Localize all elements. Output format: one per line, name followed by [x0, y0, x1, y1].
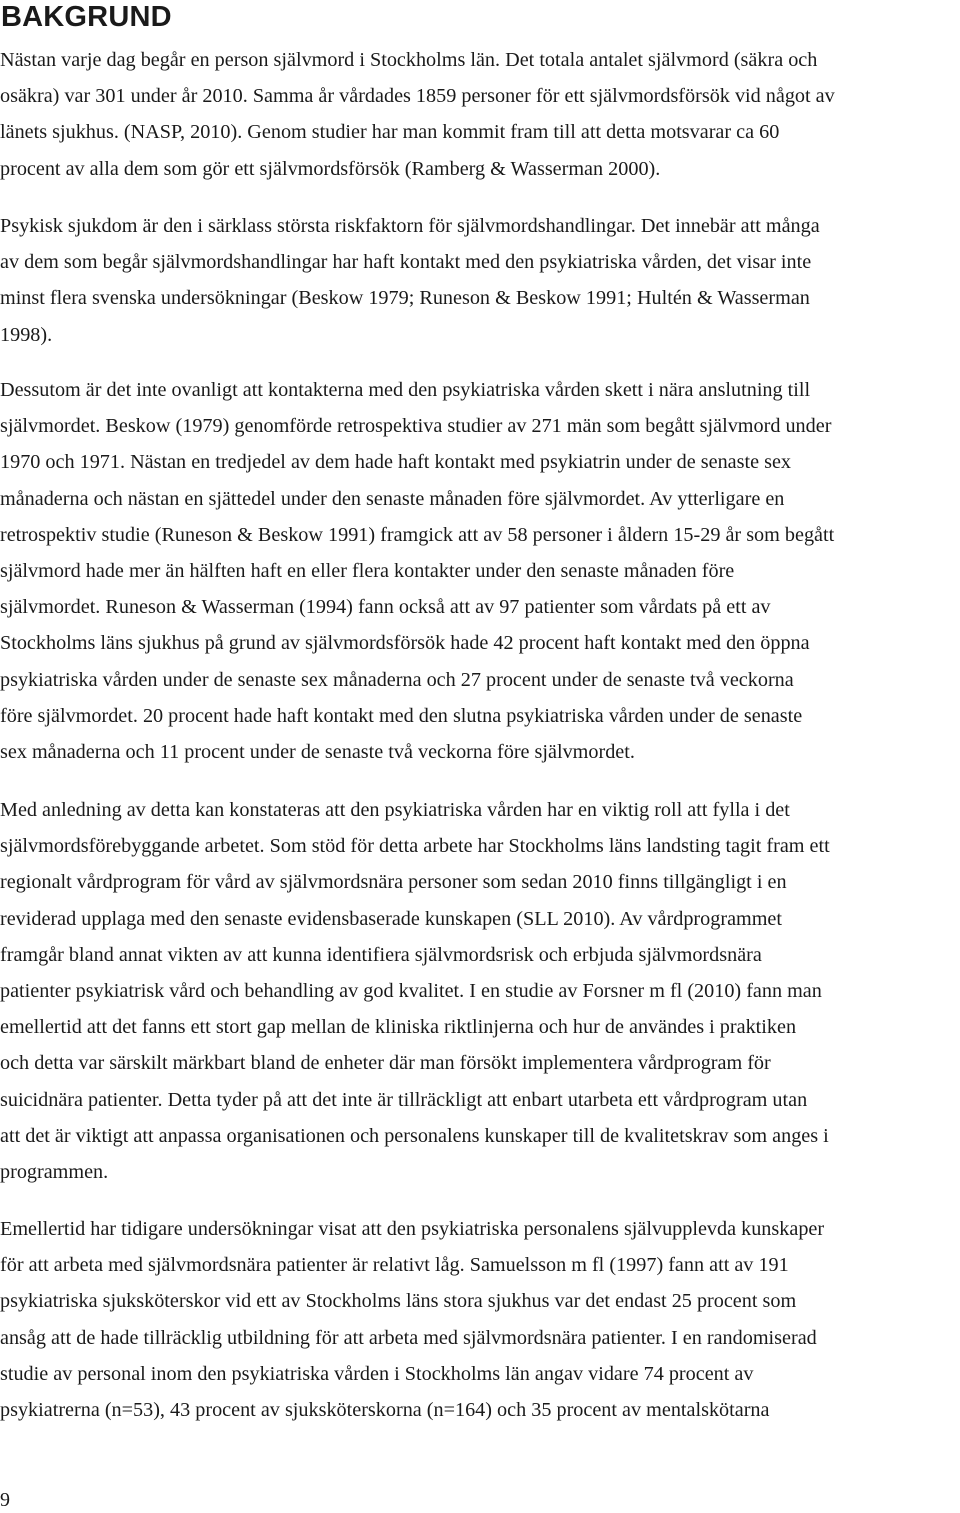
text-line: 1998).: [0, 323, 53, 346]
paragraph: [0, 792, 960, 1190]
paragraph: [0, 42, 960, 187]
text-line: före självmordet. 20 procent hade haft kontakt med den slutna psykiatriska vården under de senaste: [0, 704, 803, 727]
text-line: programmen.: [0, 1160, 109, 1183]
text-line: och detta var särskilt märkbart bland de enheter där man försökt implementera vårdprogram för: [0, 1052, 771, 1075]
text-line: sex månaderna och 11 procent under de senaste två veckorna före självmordet.: [0, 740, 635, 763]
text-line: retrospektiv studie (Runeson & Beskow 1991) framgick att av 58 personer i åldern 15-29 år som begått: [0, 523, 835, 546]
text-line: länets sjukhus. (NASP, 2010). Genom studier har man kommit fram till att detta motsvarar ca 60: [0, 121, 780, 144]
text-line: reviderad upplaga med den senaste evidensbaserade kunskapen (SLL 2010). Av vårdprogrammet: [0, 907, 782, 930]
text-line: minst flera svenska undersökningar (Beskow 1979; Runeson & Beskow 1991; Hultén & Wasserman: [0, 287, 810, 310]
text-line: regionalt vårdprogram för vård av självmordsnära personer som sedan 2010 finns tillgängligt i en: [0, 871, 787, 894]
text-line: 1970 och 1971. Nästan en tredjedel av dem hade haft kontakt med psykiatrin under de senaste sex: [0, 451, 791, 474]
text-line: osäkra) var 301 under år 2010. Samma år vårdades 1859 personer för ett självmordsförsök vid något av: [0, 85, 835, 108]
text-line: Stockholms läns sjukhus på grund av självmordsförsök hade 42 procent haft kontakt med den öppna: [0, 632, 810, 655]
paragraph: [0, 208, 960, 353]
text-line: självmordsförebyggande arbetet. Som stöd för detta arbete har Stockholms läns landsting tagit fram ett: [0, 835, 830, 858]
text-line: Emellertid har tidigare undersökningar visat att den psykiatriska personalens självupplevda kunskaper: [0, 1218, 825, 1240]
paragraph: [0, 372, 960, 770]
text-line: framgår bland annat vikten av att kunna identifiera självmordsrisk och erbjuda självmordsnära: [0, 943, 762, 966]
page-number: 9: [0, 1489, 10, 1511]
text-line: Nästan varje dag begår en person självmord i Stockholms län. Det totala antalet självmord (säkra och: [0, 49, 818, 71]
text-line: Med anledning av detta kan konstateras att den psykiatriska vården har en viktig roll att fylla i det: [0, 799, 790, 821]
text-line: studie av personal inom den psykiatriska vården i Stockholms län angav vidare 74 procent av: [0, 1362, 754, 1385]
text-line: Psykisk sjukdom är den i särklass största riskfaktorn för självmordshandlingar. Det innebär att många: [0, 215, 820, 237]
section-heading: BAKGRUND: [1, 1, 172, 33]
text-line: självmordet. Beskow (1979) genomförde retrospektiva studier av 271 män som begått självmord under: [0, 415, 832, 438]
text-line: psykiatrerna (n=53), 43 procent av sjuksköterskorna (n=164) och 35 procent av mentalskötarna: [0, 1398, 770, 1421]
text-line: för att arbeta med självmordsnära patienter är relativt låg. Samuelsson m fl (1997) fann att av 191: [0, 1254, 789, 1277]
text-line: Dessutom är det inte ovanligt att kontakterna med den psykiatriska vården skett i nära anslutning till: [0, 379, 811, 401]
text-line: ansåg att de hade tillräcklig utbildning för att arbeta med självmordsnära patienter. I en randomiserad: [0, 1326, 817, 1349]
text-line: månaderna och nästan en sjättedel under den senaste månaden före självmordet. Av ytterligare en: [0, 487, 785, 510]
text-line: emellertid att det fanns ett stort gap mellan de kliniska riktlinjerna och hur de användes i praktiken: [0, 1016, 797, 1039]
text-line: att det är viktigt att anpassa organisationen och personalens kunskaper till de kvalitetskrav som anges i: [0, 1124, 829, 1147]
text-line: patienter psykiatrisk vård och behandling av god kvalitet. I en studie av Forsner m fl (2010) fann man: [0, 979, 822, 1002]
text-line: procent av alla dem som gör ett självmordsförsök (Ramberg & Wasserman 2000).: [0, 157, 661, 180]
text-line: psykiatriska vården under de senaste sex månaderna och 27 procent under de senaste två veckorna: [0, 668, 794, 691]
text-line: av dem som begår självmordshandlingar har haft kontakt med den psykiatriska vården, det visar inte: [0, 251, 812, 274]
text-line: självmord hade mer än hälften haft en eller flera kontakter under den senaste månaden före: [0, 559, 735, 582]
text-line: psykiatriska sjuksköterskor vid ett av Stockholms läns stora sjukhus var det endast 25 procent som: [0, 1290, 797, 1313]
text-line: suicidnära patienter. Detta tyder på att det inte är tillräckligt att enbart utarbeta ett vårdprogram utan: [0, 1088, 808, 1111]
paragraph: [0, 1211, 960, 1428]
text-line: självmordet. Runeson & Wasserman (1994) fann också att av 97 patienter som vårdats på ett av: [0, 596, 771, 619]
